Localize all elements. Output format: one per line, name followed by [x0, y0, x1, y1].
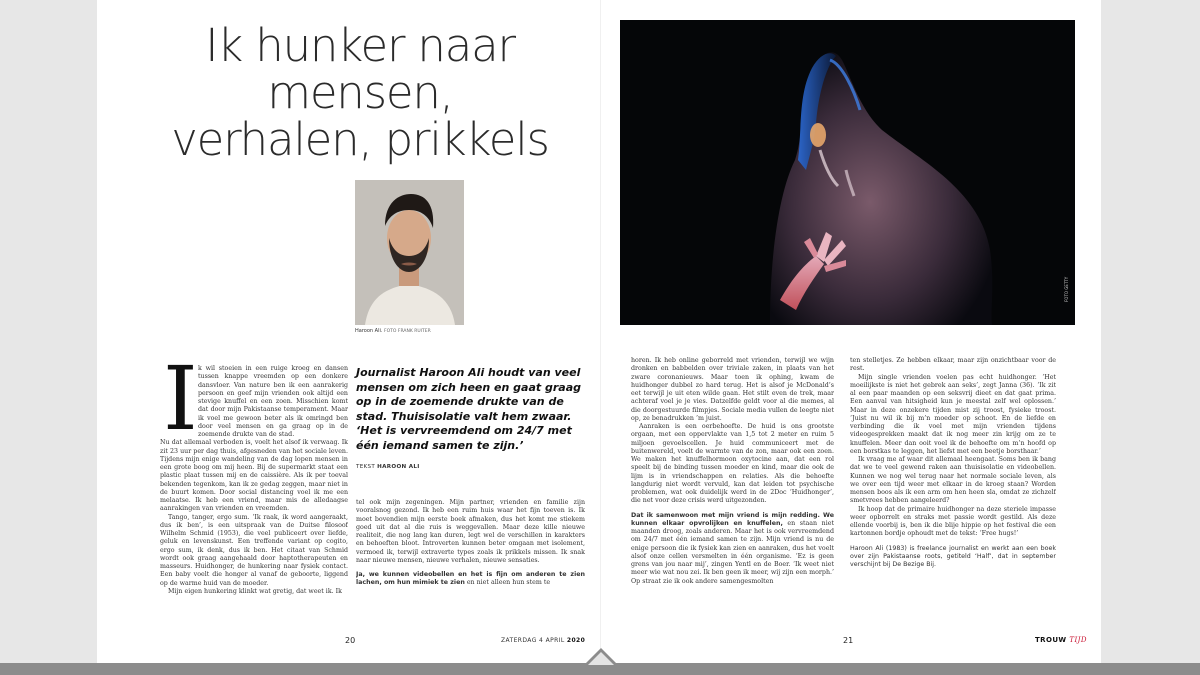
- article-intro: Journalist Haroon Ali houdt van veel mensen om zich heen en gaat graag op in de zoemende drukte van de stad. Thuisisolatie valt hem zwaar. ‘Het is vervreemdend om 24/7 met één iemand samen te zijn.’: [356, 366, 581, 452]
- feature-photo: [620, 20, 1075, 325]
- portrait-credit: FOTO FRANK RUITER: [384, 329, 431, 334]
- article-column-2: [356, 499, 585, 645]
- column-3-bold-lead: Dat ik samenwoon met mijn vriend is mijn redding. We kunnen elkaar opvrolijken en knuffelen,: [631, 511, 834, 527]
- byline-name: HAROON ALI: [377, 464, 420, 470]
- column-1-paragraph-3: Tango, tanger, ergo sum. ‘Ik raak, ik word aangeraakt, dus ik ben’, is een uitspraak van de Duitse filosoof Wilhelm Schmid (1953), die veel publiceert over liefde, geluk en levenskunst. Een treffende variant op cogito, ergo sum, ik denk, dus ik ben. Het citaat van Schmid wordt ook graag aangehaald door haptotherapeuten en masseurs. Huidhonger, de hunkering naar fysiek contact. Een baby voelt die honger al vanaf de geboorte, liggend op de warme huid van de moeder.: [160, 513, 348, 587]
- column-2-paragraph-2: [356, 571, 585, 588]
- portrait-caption: [355, 328, 555, 334]
- column-3-paragraph-2: Aanraken is een oerbehoefte. De huid is ons grootste orgaan, met een oppervlakte van 1,5 tot 2 meter en ruim 5 miljoen gevoelscellen. Je huid communiceert met de buitenwereld, voelt de warmte van de zon, maar ook een zoen. We maken het knuffelhormoon oxytocine aan, dat een rol speelt bij de binding tussen moeder en kind, maar die ook de lijm is in vriendschappen en relaties. Als die behoefte langdurig niet wordt vervuld, kan dat leiden tot psychische problemen, wat ook duidelijk werd in de 2Doc ‘Huidhonger’, die net voor deze crisis werd uitgezonden.: [631, 423, 834, 505]
- author-bio: Haroon Ali (1983) is freelance journalist en werkt aan een boek over zijn Pakistaanse roots, getiteld ‘Half’, dat in september verschijnt bij De Bezige Bij.: [850, 544, 1056, 568]
- column-1-paragraph-1: k wil stoeien in een ruige kroeg en dansen tussen knappe vreemden op een donkere dansvloer. Van nature ben ik een aanrakerig persoon en geef mijn vrienden ook altijd een stevige knuffel en een zoen. Misschien komt dat door mijn Pakistaanse temperament. Maar ik voel me gewoon beter als ik omringd ben door veel mensen en ga graag op in de zoemende drukte van de stad.: [198, 365, 348, 438]
- photo-credit: FOTO GETTY: [1064, 276, 1069, 302]
- article-column-1: [160, 365, 348, 645]
- page-number-left: 20: [345, 636, 356, 645]
- article-column-4: [850, 357, 1056, 645]
- column-4-paragraph-2: Mijn single vrienden voelen pas echt huidhonger. ‘Het moeilijkste is niet het gebrek aan seks’, zegt Janna (36). ‘Ik zit al een paar maanden op een seksvrij dieet en dat gaat prima. Een aanval van hitsigheid kun je meestal zelf wel oplossen.’ Maar in deze onzekere tijden mist zij troost, fysieke troost. ‘Juist nu wil ik bij m’n moeder op schoot. En de liefde en verbinding die ik voel met mijn vrienden tijdens videogesprekken maakt dat ik nog meer zin krijg om ze te knuffelen. Meer dan ooit voel ik de behoefte om m’n hoofd op een borstkas te leggen, het liefst met een beetje borsthaar.’: [850, 373, 1056, 455]
- publication-brand: [1035, 636, 1087, 644]
- column-3-rest: en staan niet maanden droog, zoals anderen. Maar het is ook vervreemdend om 24/7 met één iemand samen te zijn. Mijn vriend is nu de enige persoon die ik fysiek kan zien en aanraken, dus het voelt alsof onze cellen versmelten in één organisme. ‘Ez is geen grens van jou naar mij’, zingen Yentl en de Boer. ‘Ik weet niet meer wie wat nou zei. Ik ben geen ik meer, wij zijn een morph.’ Op straat zie ik ook andere samengesmolten: [631, 519, 834, 585]
- headline-line-3: verhalen, prikkels: [171, 113, 549, 166]
- page-number-right: 21: [843, 636, 854, 645]
- column-3-paragraph-3: [631, 512, 834, 586]
- headline-line-1: Ik hunker naar: [205, 19, 515, 72]
- issue-date: [501, 637, 585, 644]
- column-1-paragraph-4: Mijn eigen hunkering klinkt wat gretig, dat weet ik. Ik: [168, 587, 342, 595]
- brand-main: TROUW: [1035, 636, 1067, 644]
- article-headline: [150, 19, 570, 166]
- column-2-bold-lead: Ja, we kunnen videobellen en het is fijn om anderen te zien lachen, om hun mimiek te zien: [356, 571, 585, 587]
- byline: [356, 464, 420, 470]
- column-4-paragraph-4: Ik hoop dat de primaire huidhonger na deze steriele impasse weer opborrelt en straks met passie wordt gestild. Als deze ellende voorbij is, ben ik die blije hippie op het festival die een kartonnen bordje ophoudt met de tekst: ‘Free hugs!’: [850, 505, 1056, 538]
- column-4-paragraph-1: ten stelletjes. Ze hebben elkaar, maar zijn onzichtbaar voor de rest.: [850, 357, 1056, 373]
- headline-line-2: mensen,: [267, 66, 453, 119]
- column-4-paragraph-3: Ik vraag me af waar dit allemaal heengaat. Soms ben ik bang dat we te veel gewend raken aan thuisisolatie en videobellen. Kunnen we nog wel terug naar het normale sociale leven, als we over een tijd weer met elkaar in de kroeg staan? Worden mensen boos als ik een arm om hen heen sla, omdat ze zichzelf smetvrees hebben aangeleerd?: [850, 456, 1056, 505]
- page-gutter: [600, 0, 601, 663]
- portrait-caption-text: Haroon Ali.: [355, 328, 383, 334]
- byline-label: TEKST: [356, 464, 376, 470]
- drop-cap: I: [163, 347, 198, 450]
- column-3-paragraph-1: horen. Ik heb online geborreld met vrienden, terwijl we wijn dronken en babbelden over triviale zaken, in plaats van het zware coronanieuws. Maar toen ik ophing, kwam de huidhonger dubbel zo hard terug. Het is alsof je McDonald’s eet terwijl je uit eten wilde gaan. Het stilt even de trek, maar achteraf voel je je vies. Datzelfde geldt voor al die memes, al die doorgestuurde filmpjes. Sociale media vullen de leegte niet op, ze benadrukken ’m juist.: [631, 357, 834, 422]
- column-2-rest: en niet alleen hun stem te: [464, 579, 551, 587]
- page-toggle-caret-inner: [588, 652, 614, 665]
- article-column-3: [631, 357, 834, 645]
- column-2-paragraph-1: tel ook mijn zegeningen. Mijn partner, vrienden en familie zijn vooralsnog gezond. Ik heb een ruim huis waar het fijn toeven is. Ik moet bovendien mijn eerste boek afmaken, dus het komt me stiekem goed uit dat al die ruis is weggevallen. Maar deze kille nieuwe realiteit, die nog lang kan duren, legt wel de verschillen in karakters en behoeften bloot. Introverten kunnen beter omgaan met isolement, vermoed ik, terwijl extraverte types zoals ik prikkels missen. Ik snak naar nieuwe mensen, nieuwe verhalen, nieuwe sensaties.: [356, 499, 585, 564]
- issue-date-text: ZATERDAG 4 APRIL: [501, 637, 565, 644]
- brand-section: TIJD: [1069, 636, 1087, 644]
- column-1-paragraph-2: Nu dat allemaal verboden is, voelt het alsof ik verwaag. Ik zit 23 uur per dag thuis, afgesneden van het sociale leven. Tijdens mijn enige wandeling van de dag lopen mensen in een grote boog om mij heen. Bij de supermarkt staat een plastic plaat tussen mij en de caissière. Als ik per toeval bekenden tegenkom, kan ik ze gedag zeggen, maar niet in de buurt komen. Door social distancing voel ik me een melaatse. Ik heb een vriend, maar mis de alledaagse aanrakingen van vrienden en vreemden.: [160, 439, 348, 513]
- author-portrait: [355, 180, 464, 325]
- issue-year: 2020: [566, 637, 586, 644]
